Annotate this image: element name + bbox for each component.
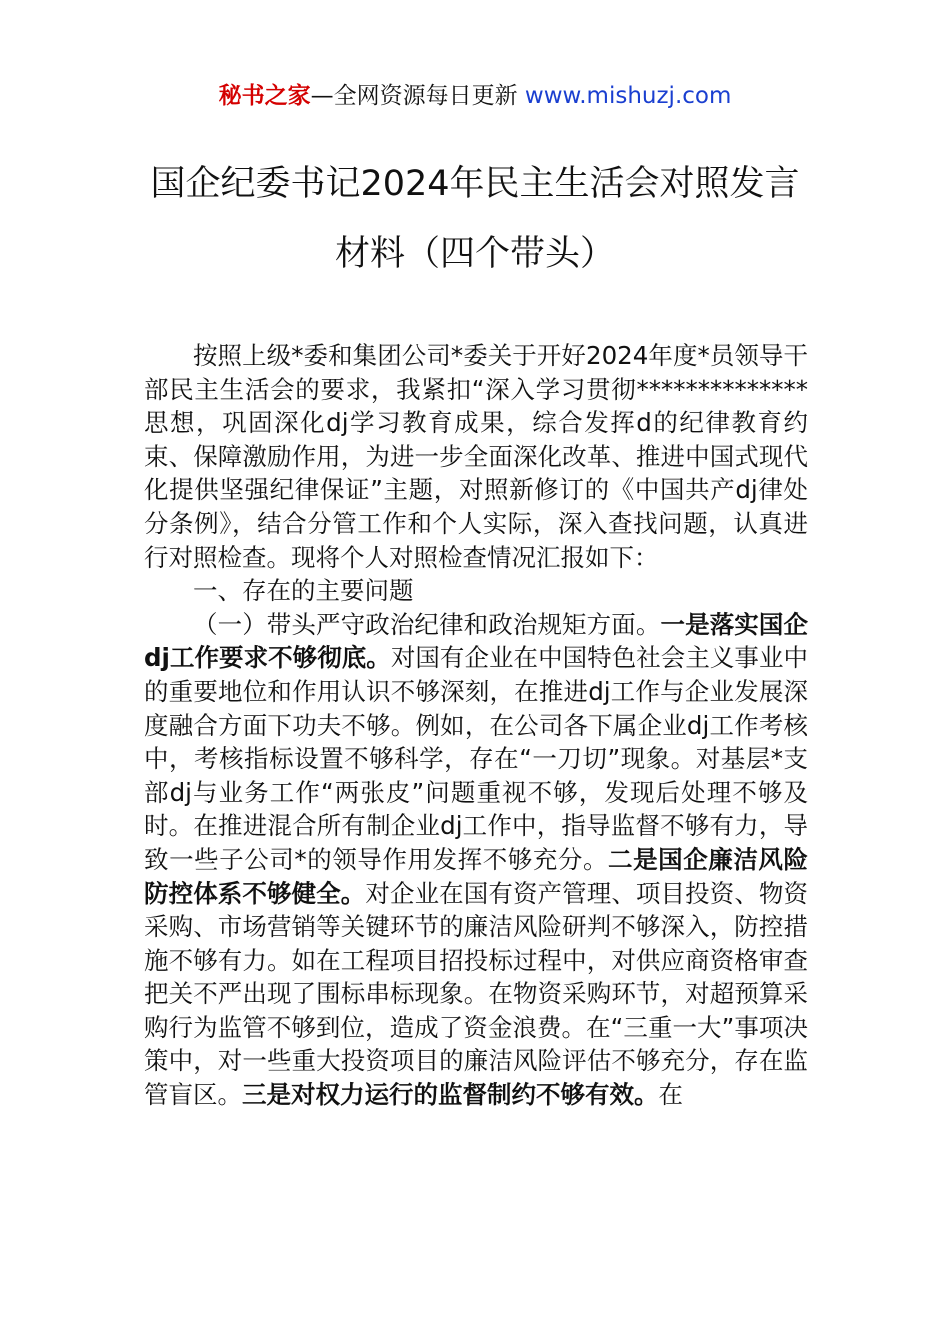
site-url-link[interactable]: www.mishuzj.com <box>524 83 732 109</box>
paragraph-lead: （一）带头严守政治纪律和政治规矩方面。 <box>193 609 661 639</box>
brand-name: 秘书之家 <box>218 83 311 109</box>
document-title-line-2: 材料（四个带头） <box>334 234 615 274</box>
point-2-text: 对企业在国有资产管理、项目投资、物资采购、市场营销等关键环节的廉洁风险研判不够深入，防控措施不够有力。如在工程项目招投标过程中，对供应商资格审查把关不严出现了围标串标现象。在物资采购环节，对超预算采购行为监管不够到位，造成了资金浪费。在“三重一大”事项决策中，对一些重大投资项目的廉洁风险评估不够充分，存在监管盲区。 <box>144 878 809 1110</box>
section-heading: 一、存在的主要问题 <box>193 576 414 606</box>
bold-point-2: 二是国企廉洁风险防控体系不够健全。 <box>144 844 809 908</box>
bold-point-3: 三是对权力运行的监督制约不够有效。 <box>242 1080 659 1110</box>
document-body <box>144 339 808 1112</box>
document-title-line-1: 国企纪委书记2024年民主生活会对照发言 <box>150 164 800 204</box>
header-slogan: —全网资源每日更新 <box>310 83 525 109</box>
point-3-text: 在 <box>658 1080 683 1110</box>
section-paragraph <box>144 608 808 1112</box>
site-header <box>0 80 950 112</box>
point-1-text: 对国有企业在中国特色社会主义事业中的重要地位和作用认识不够深刻，在推进dj工作与企业发展深度融合方面下功夫不够。例如，在公司各下属企业dj工作考核中，考核指标设置不够科学，存在“一刀切”现象。对基层*支部dj与业务工作“两张皮”问题重视不够，发现后处理不够及时。在推进混合所有制企业dj工作中，指导监督不够有力，导致一些子公司*的领导作用发挥不够充分。 <box>144 643 808 874</box>
bold-point-1: 一是落实国企dj工作要求不够彻底。 <box>144 609 809 673</box>
intro-paragraph: 按照上级*委和集团公司*委关于开好2024年度*员领导干部民主生活会的要求，我紧扣“深入学习贯彻**************思想，巩固深化dj学习教育成果，综合发挥d的纪律教育约束、保障激励作用，为进一步全面深化改革、推进中国式现代化提供坚强纪律保证”主题，对照新修订的《中国共产dj律处分条例》，结合分管工作和个人实际，深入查找问题，认真进行对照检查。现将个人对照检查情况汇报如下： <box>144 341 808 572</box>
